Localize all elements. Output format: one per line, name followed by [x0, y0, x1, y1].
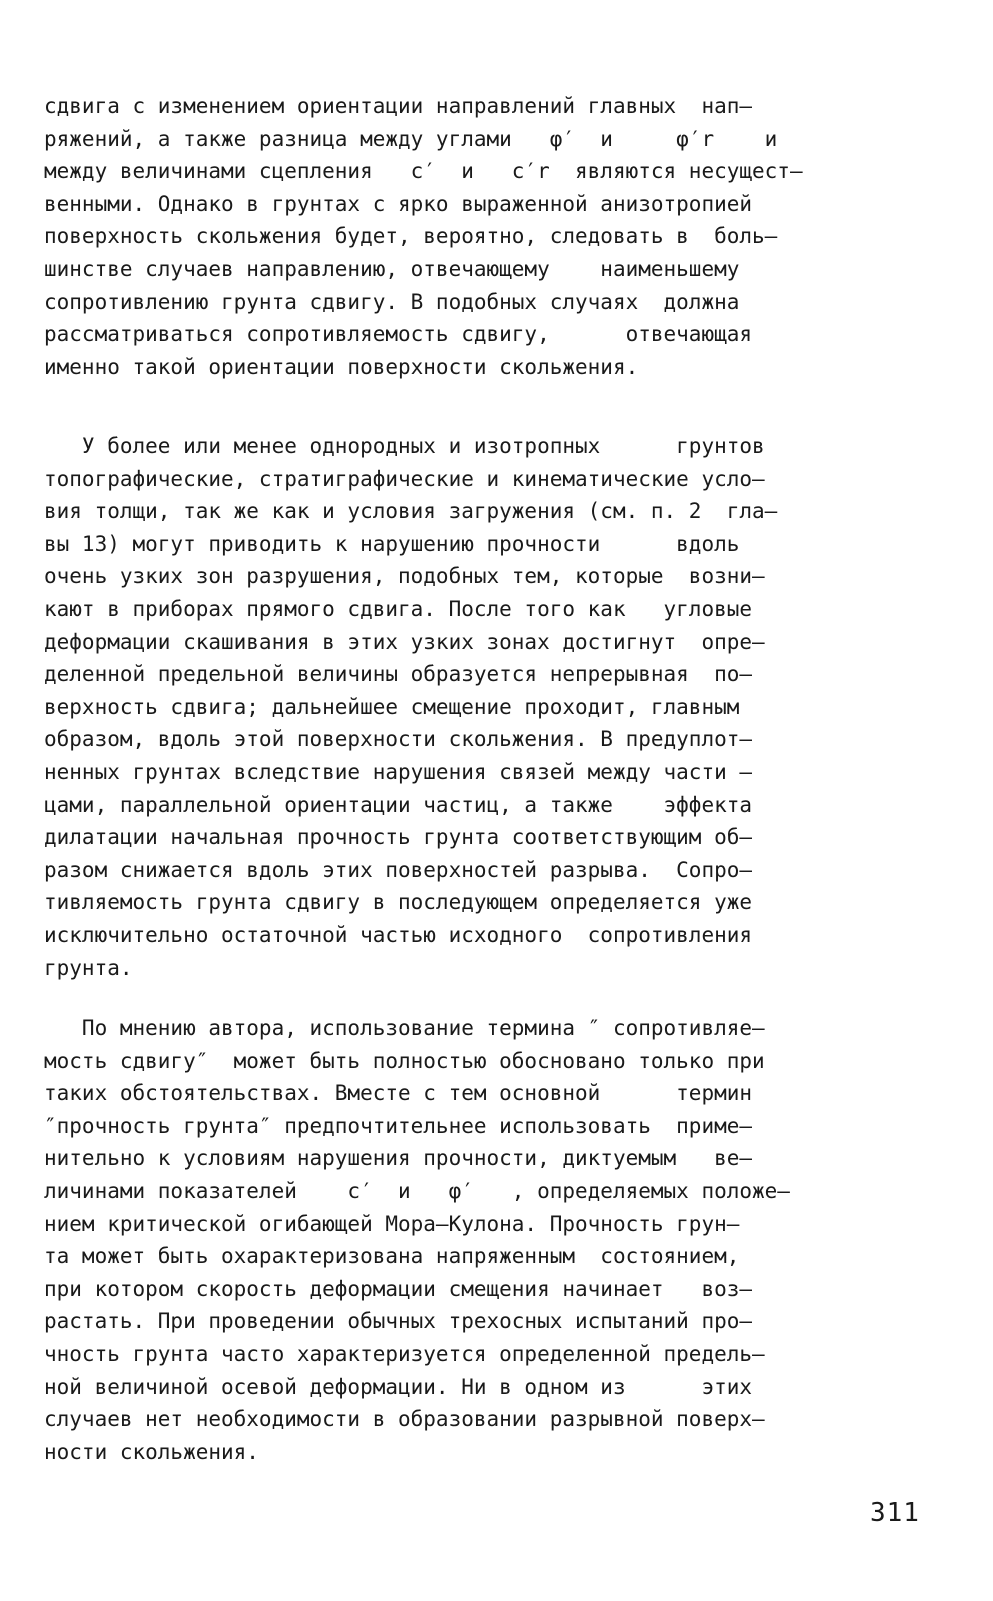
text-line: деформации скашивания в этих узких зонах достигнут опре–: [44, 629, 765, 654]
text-line: поверхность скольжения будет, вероятно, следовать в боль–: [44, 224, 778, 249]
text-line: кают в приборах прямого сдвига. После того как угловые: [44, 596, 753, 621]
text-line: По мнению автора, использование термина ″ сопротивляе–: [44, 1016, 765, 1040]
paragraph-1: [44, 90, 904, 383]
text-line: ной величиной осевой деформации. Ни в одном из этих: [44, 1374, 753, 1399]
text-line: случаев нет необходимости в образовании разрывной поверх–: [44, 1407, 765, 1432]
paragraph-2: [44, 430, 904, 984]
text-line: чность грунта часто характеризуется определенной предель–: [44, 1341, 765, 1366]
text-line: топографические, стратиграфические и кинематические усло–: [44, 466, 765, 491]
text-line: У более или менее однородных и изотропных грунтов: [44, 434, 765, 458]
text-line: именно такой ориентации поверхности скольжения.: [44, 354, 639, 379]
text-line: та может быть охарактеризована напряженным состоянием,: [44, 1244, 740, 1269]
text-line: вы 13) могут приводить к нарушению прочности вдоль: [44, 531, 740, 556]
text-line: рассматриваться сопротивляемость сдвигу, отвечающая: [44, 322, 753, 347]
text-line: сдвига с изменением ориентации направлений главных нап–: [44, 94, 753, 118]
text-line: очень узких зон разрушения, подобных тем, которые возни–: [44, 564, 765, 589]
text-line: растать. При проведении обычных трехосных испытаний про–: [44, 1309, 753, 1334]
text-line: нительно к условиям нарушения прочности, диктуемым ве–: [44, 1146, 753, 1171]
text-line: ненных грунтах вследствие нарушения связей между части –: [44, 759, 753, 784]
text-line: между величинами сцепления с′ и с′r являются несущест–: [44, 159, 803, 184]
text-line: сопротивлению грунта сдвигу. В подобных случаях должна: [44, 289, 740, 314]
text-line: нием критической огибающей Мора–Кулона. Прочность грун–: [44, 1211, 740, 1236]
text-line: мость сдвигу″ может быть полностью обосновано только при: [44, 1048, 765, 1073]
text-line: цами, параллельной ориентации частиц, а также эффекта: [44, 792, 753, 817]
text-line: разом снижается вдоль этих поверхностей разрыва. Сопро–: [44, 857, 753, 882]
text-line: дилатации начальная прочность грунта соответствующим об–: [44, 825, 753, 850]
paragraph-3: [44, 1012, 904, 1468]
text-line: тивляемость грунта сдвигу в последующем определяется уже: [44, 890, 753, 915]
text-line: при котором скорость деформации смещения начинает воз–: [44, 1276, 753, 1301]
text-line: таких обстоятельствах. Вместе с тем основной термин: [44, 1081, 753, 1106]
text-line: венными. Однако в грунтах с ярко выраженной анизотропией: [44, 191, 753, 216]
text-line: исключительно остаточной частью исходного сопротивления: [44, 922, 753, 947]
text-line: образом, вдоль этой поверхности скольжения. В предуплот–: [44, 727, 753, 752]
text-line: шинстве случаев направлению, отвечающему наименьшему: [44, 256, 740, 281]
text-line: ряжений, а также разница между углами φ′ и φ′r и: [44, 126, 778, 151]
text-line: ности скольжения.: [44, 1439, 259, 1464]
text-line: личинами показателей с′ и φ′ , определяемых положе–: [44, 1178, 790, 1203]
text-line: грунта.: [44, 955, 133, 980]
text-line: вия толщи, так же как и условия загружения (см. п. 2 гла–: [44, 499, 778, 524]
text-line: верхность сдвига; дальнейшее смещение проходит, главным: [44, 694, 740, 719]
page-number: 311: [870, 1498, 920, 1528]
text-line: ″прочность грунта″ предпочтительнее использовать приме–: [44, 1113, 753, 1138]
text-line: деленной предельной величины образуется непрерывная по–: [44, 662, 753, 687]
